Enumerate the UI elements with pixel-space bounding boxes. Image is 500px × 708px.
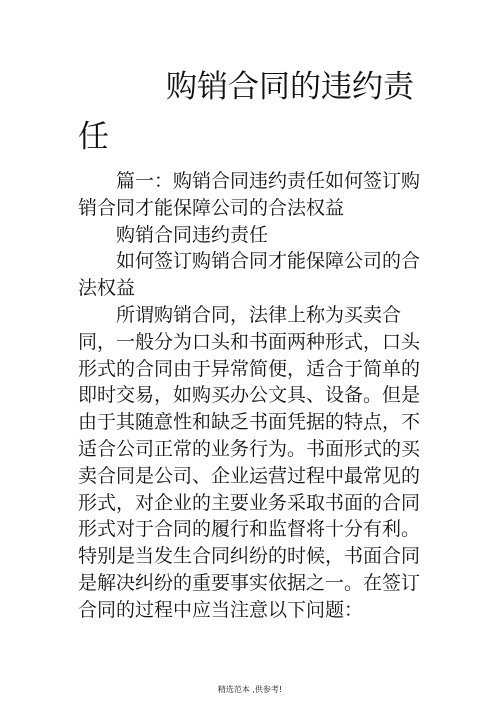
section-heading: 篇一：购销合同违约责任如何签订购销合同才能保障公司的合法权益 [78, 170, 421, 219]
document-body [78, 168, 423, 624]
document-title: 购销合同的违约责任 [78, 69, 414, 155]
subheading-violation-liability: 购销合同违约责任 [116, 223, 269, 246]
page-footer: 精选范本 ,供参考! [217, 685, 283, 694]
body-paragraph: 所谓购销合同，法律上称为买卖合同，一般分为口头和书面两种形式，口头形式的合同由于异常简便，适合于简单的即时交易，如购买办公文具、设备。但是由于其随意性和缺乏书面凭据的特点，不适合公司正常的业务行为。书面形式的买卖合同是公司、企业运营过程中最常见的形式，对企业的主要业务采取书面的合同形式对于合同的履行和监督将十分有利。特别是当发生合同纠纷的时候，书面合同是解决纠纷的重要事实依据之一。在签订合同的过程中应当注意以下问题： [78, 303, 421, 621]
subheading-how-to-sign: 如何签订购销合同才能保障公司的合法权益 [78, 250, 421, 300]
